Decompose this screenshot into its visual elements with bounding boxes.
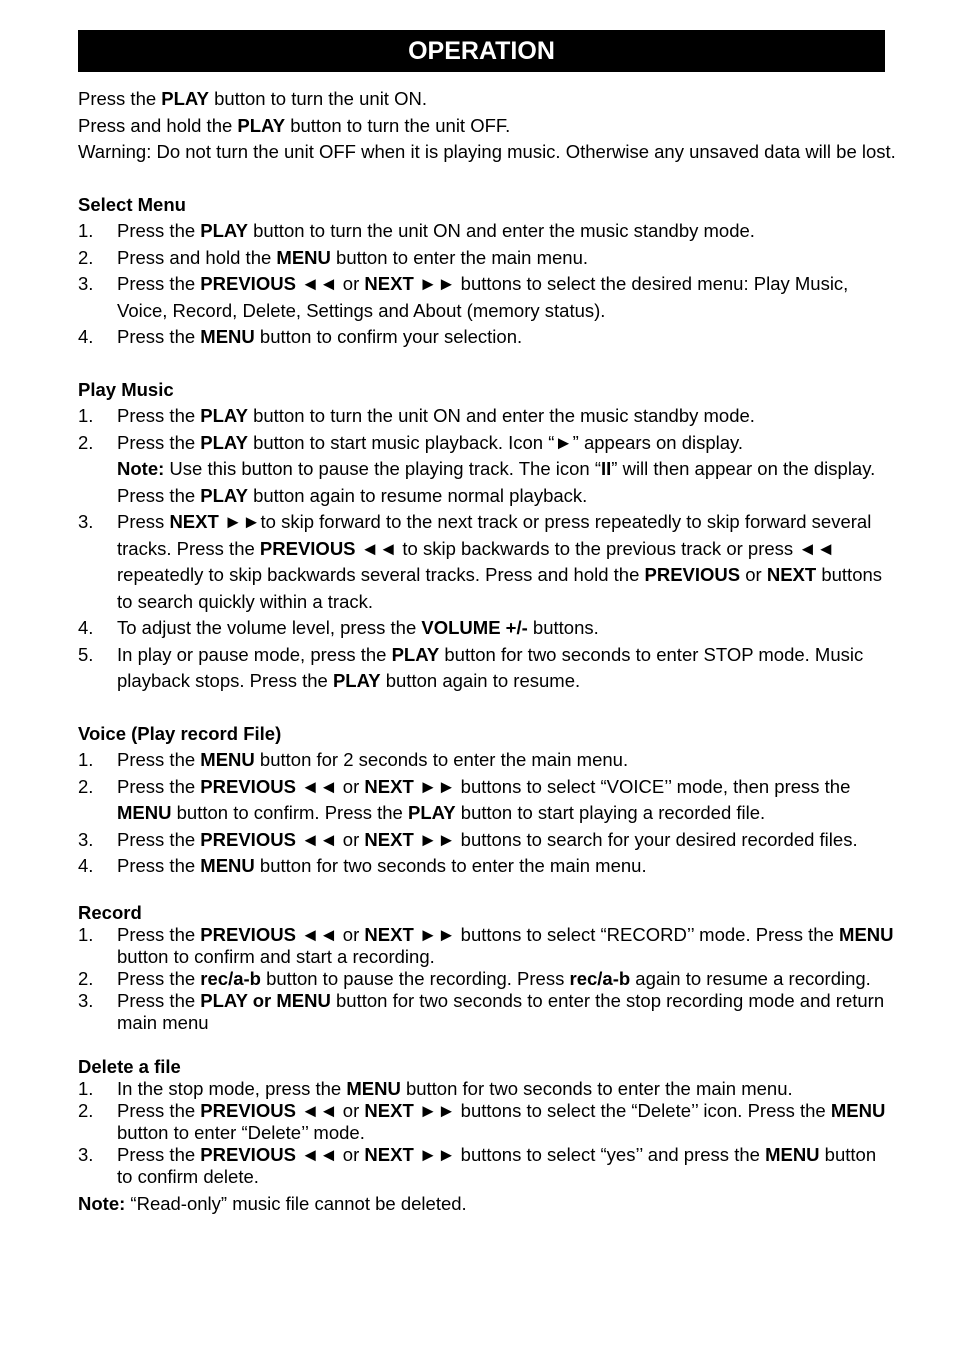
- sections-container: [78, 192, 896, 1188]
- section: [78, 192, 896, 351]
- bold-term: Note:: [117, 458, 165, 479]
- list-item-text: Press the PLAY button to start music playback. Icon “►” appears on display.: [117, 431, 744, 453]
- bold-term: VOLUME +/-: [421, 617, 528, 638]
- list-item: [78, 271, 896, 324]
- bold-term: MENU: [830, 1099, 886, 1121]
- list-item-text: Press the MENU button to confirm your selection.: [117, 326, 523, 347]
- numbered-list: [78, 218, 896, 351]
- bold-term: MENU: [200, 326, 255, 347]
- bold-term: PREVIOUS ◄◄: [200, 828, 338, 850]
- bold-term: PREVIOUS ◄◄: [259, 537, 398, 559]
- list-item: [78, 642, 896, 695]
- bold-term: NEXT ►►: [364, 273, 456, 294]
- bold-term: II: [601, 458, 612, 479]
- bold-term: PLAY: [237, 114, 286, 136]
- list-item: [78, 509, 896, 615]
- list-item-note: Note: Use this button to pause the playing track. The icon “II” will then appear on the display. Press the PLAY button again to resume normal playback.: [117, 458, 876, 506]
- bold-term: NEXT ►►: [169, 511, 261, 532]
- list-item-text: Press the rec/a-b button to pause the recording. Press rec/a-b again to resume a recording.: [117, 967, 871, 989]
- list-item-text: Press the PREVIOUS ◄◄ or NEXT ►► buttons to select the “Delete’’ icon. Press the MENU button to enter “Delete’’ mode.: [117, 1099, 886, 1143]
- section-title: Play Music: [78, 378, 174, 400]
- list-item: [78, 218, 896, 245]
- list-item-number: 3.: [78, 989, 94, 1011]
- bold-term: rec/a-b: [569, 967, 631, 989]
- bold-term: NEXT ►►: [364, 1099, 456, 1121]
- bold-term: PREVIOUS ◄◄: [200, 1143, 338, 1165]
- list-item: [78, 1144, 896, 1188]
- bold-term: MENU: [200, 749, 255, 770]
- numbered-list: [78, 924, 896, 1034]
- section-title: Voice (Play record File): [78, 722, 282, 744]
- bold-term: rec/a-b: [200, 967, 261, 989]
- list-item-text: Press the MENU button for two seconds to enter the main menu.: [117, 855, 647, 876]
- bold-term: PLAY: [332, 670, 381, 691]
- list-item-number: 4.: [78, 617, 94, 638]
- list-item-number: 1.: [78, 405, 94, 426]
- list-item-number: 1.: [78, 220, 94, 241]
- list-item: [78, 747, 896, 774]
- list-item-text: Press the PREVIOUS ◄◄ or NEXT ►► buttons to search for your desired recorded files.: [117, 828, 858, 850]
- bold-term: NEXT ►►: [364, 1143, 456, 1165]
- section: [78, 902, 896, 1034]
- list-item-text: Press and hold the MENU button to enter the main menu.: [117, 246, 589, 268]
- list-item-number: 4.: [78, 855, 94, 876]
- intro-line: Press the PLAY button to turn the unit ON.: [78, 88, 427, 109]
- intro-block: [78, 86, 896, 166]
- list-item-number: 3.: [78, 1143, 94, 1165]
- manual-page: [78, 30, 896, 1217]
- bold-term: PLAY: [200, 220, 248, 241]
- bold-term: NEXT ►►: [364, 828, 456, 850]
- list-item-number: 3.: [78, 273, 94, 294]
- section-title: Select Menu: [78, 193, 186, 215]
- list-item: [78, 774, 896, 827]
- bold-term: MENU: [276, 246, 331, 268]
- section: [78, 377, 896, 695]
- bold-term: NEXT ►►: [364, 775, 456, 797]
- bold-term: PREVIOUS: [644, 564, 741, 585]
- intro-line: Warning: Do not turn the unit OFF when it is playing music. Otherwise any unsaved data will be lost.: [78, 141, 896, 162]
- bold-term: PLAY or MENU: [200, 989, 331, 1011]
- page-title: OPERATION: [78, 30, 885, 72]
- list-item: [78, 615, 896, 642]
- list-item-number: 1.: [78, 749, 94, 770]
- bold-term: MENU: [117, 802, 172, 823]
- list-item-number: 2.: [78, 431, 94, 453]
- list-item-text: Press the PREVIOUS ◄◄ or NEXT ►► buttons to select “RECORD’’ mode. Press the MENU button to confirm and start a recording.: [117, 923, 894, 967]
- list-item-text: Press the PREVIOUS ◄◄ or NEXT ►► buttons to select “yes’’ and press the MENU button to confirm delete.: [117, 1143, 877, 1187]
- list-item-number: 1.: [78, 923, 94, 945]
- bold-term: PLAY: [200, 431, 248, 453]
- list-item: [78, 324, 896, 351]
- list-item-number: 1.: [78, 1077, 94, 1099]
- list-item: [78, 1078, 896, 1100]
- bold-term: MENU: [765, 1143, 820, 1165]
- list-item: [78, 430, 896, 510]
- bold-term: MENU: [839, 923, 894, 945]
- numbered-list: [78, 747, 896, 880]
- list-item-text: Press the MENU button for 2 seconds to enter the main menu.: [117, 749, 629, 770]
- list-item-text: In the stop mode, press the MENU button for two seconds to enter the main menu.: [117, 1077, 793, 1099]
- section-title: Record: [78, 901, 142, 923]
- list-item-number: 3.: [78, 511, 94, 532]
- list-item: [78, 1100, 896, 1144]
- list-item-text: Press NEXT ►►to skip forward to the next track or press repeatedly to skip forward several tracks. Press the PREVIOUS ◄◄ to skip backwards to the previous track or press ◄◄ repeatedly to skip backwards several tracks. Press and hold the PREVIOUS or NEXT buttons to search quickly within a track.: [117, 511, 883, 612]
- list-item-number: 2.: [78, 967, 94, 989]
- bold-term: PREVIOUS ◄◄: [200, 1099, 338, 1121]
- bold-term: PLAY: [200, 405, 248, 426]
- bold-term: PLAY: [391, 643, 440, 665]
- bold-term: PLAY: [200, 484, 248, 506]
- list-item-number: 5.: [78, 643, 94, 665]
- list-item-text: Press the PREVIOUS ◄◄ or NEXT ►► buttons to select the desired menu: Play Music, Voice, Record, Delete, Settings and About (memory status).: [117, 273, 849, 321]
- list-item: [78, 924, 896, 968]
- list-item-number: 2.: [78, 775, 94, 797]
- bold-term: MENU: [200, 855, 255, 876]
- list-item-text: Press the PLAY button to turn the unit ON and enter the music standby mode.: [117, 405, 755, 426]
- list-item: [78, 990, 896, 1034]
- bold-term: PREVIOUS ◄◄: [200, 775, 338, 797]
- list-item: [78, 968, 896, 990]
- bold-term: NEXT ►►: [364, 923, 456, 945]
- bold-term: PLAY: [407, 802, 456, 823]
- bold-term: NEXT: [766, 564, 817, 585]
- bold-term: PREVIOUS ◄◄: [200, 273, 338, 294]
- numbered-list: [78, 1078, 896, 1188]
- list-item-text: Press the PREVIOUS ◄◄ or NEXT ►► buttons to select “VOICE’’ mode, then press the MENU button to confirm. Press the PLAY button to start playing a recorded file.: [117, 775, 851, 823]
- section-title: Delete a file: [78, 1055, 181, 1077]
- intro-line: Press and hold the PLAY button to turn the unit OFF.: [78, 114, 511, 136]
- section: [78, 721, 896, 880]
- list-item-number: 4.: [78, 326, 94, 347]
- bold-term: PLAY: [161, 88, 209, 109]
- list-item-text: Press the PLAY button to turn the unit ON and enter the music standby mode.: [117, 220, 755, 241]
- list-item: [78, 853, 896, 880]
- numbered-list: [78, 403, 896, 695]
- list-item-text: To adjust the volume level, press the VOLUME +/- buttons.: [117, 617, 599, 638]
- list-item: [78, 403, 896, 430]
- final-note: Note: “Read-only” music file cannot be deleted.: [78, 1192, 467, 1214]
- list-item-number: 2.: [78, 246, 94, 268]
- bold-term: ◄◄: [798, 537, 835, 559]
- bold-term: MENU: [346, 1077, 401, 1099]
- list-item-number: 2.: [78, 1099, 94, 1121]
- list-item-text: Press the PLAY or MENU button for two seconds to enter the stop recording mode and return main menu: [117, 989, 885, 1033]
- list-item-text: In play or pause mode, press the PLAY button for two seconds to enter STOP mode. Music playback stops. Press the PLAY button again to resume.: [117, 643, 864, 691]
- list-item: [78, 245, 896, 272]
- list-item-number: 3.: [78, 828, 94, 850]
- list-item: [78, 827, 896, 854]
- bold-term: Note:: [78, 1192, 126, 1214]
- bold-term: PREVIOUS ◄◄: [200, 923, 338, 945]
- section: [78, 1056, 896, 1188]
